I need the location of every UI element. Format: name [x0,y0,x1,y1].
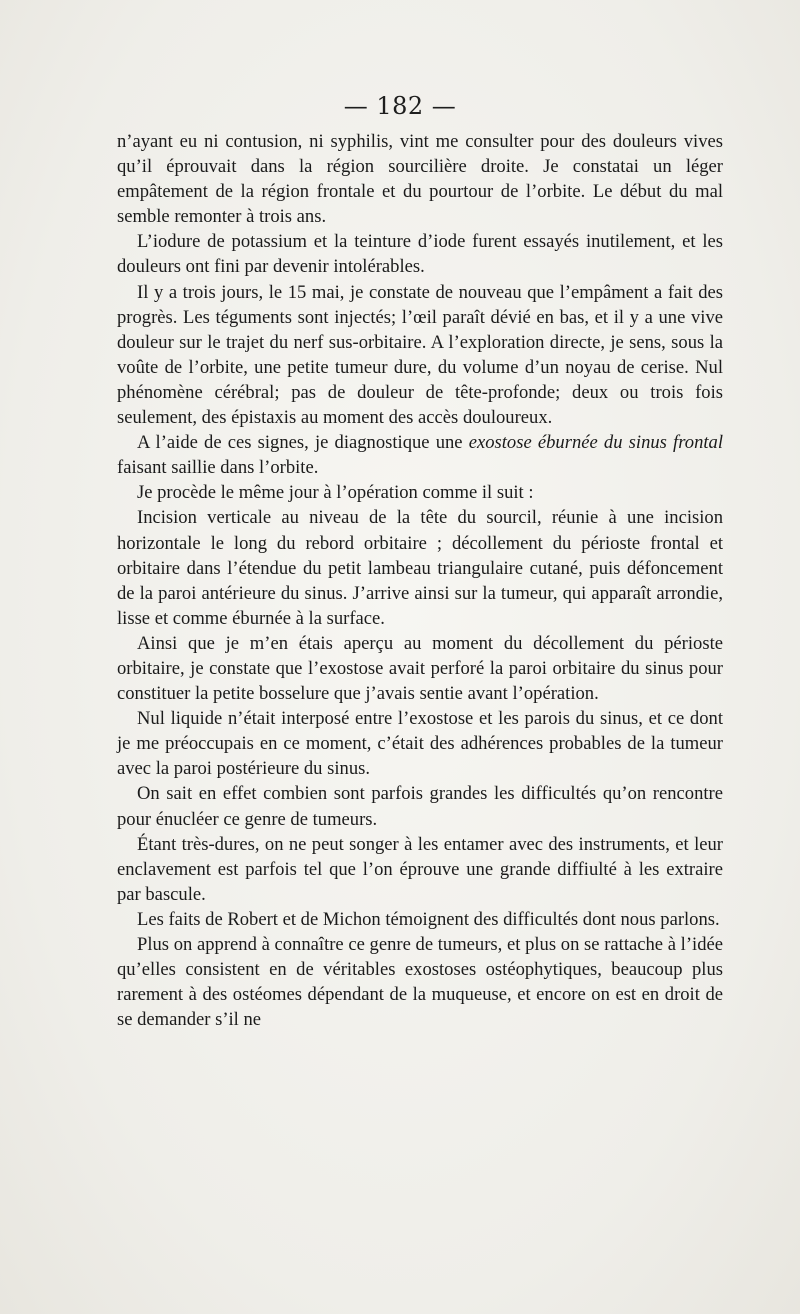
paragraph: Il y a trois jours, le 15 mai, je constate de nouveau que l’empâment a fait des progrès. Les téguments sont injectés; l’œil paraît dévié en bas, et il y a une vive douleur sur le trajet du nerf sus-orbitaire. A l’exploration directe, je sens, sous la voûte de l’orbite, une petite tumeur dure, du volume d’un noyau de cerise. Nul phénomène cérébral; pas de douleur de tête-profonde; deux ou trois fois seulement, des épistaxis au moment des accès douloureux. [117,281,723,429]
paragraph: L’iodure de potassium et la teinture d’iode furent essayés inutilement, et les douleurs ont fini par devenir intolérables. [117,231,723,278]
paragraph: n’ayant eu ni contusion, ni syphilis, vint me consulter pour des douleurs vives qu’il éprouvait dans la région sourcilière droite. Je constatai un léger empâtement de la région frontale et du pourtour de l’orbite. Le début du mal semble remonter à trois ans. [117,131,723,228]
page-number: — 182 — [343,92,457,120]
paragraph: Je procède le même jour à l’opération comme il suit : [137,482,534,504]
paragraph: Plus on apprend à connaître ce genre de tumeurs, et plus on se rattache à l’idée qu’elles consistent en de véritables exostoses ostéophytiques, beaucoup plus rarement à des ostéomes dépendant de la muqueuse, et encore on est en droit de se demander s’il ne [117,934,723,1031]
italic-term: exostose éburnée du sinus frontal [468,432,723,454]
paragraph: Les faits de Robert et de Michon témoignent des difficultés dont nous parlons. [137,908,720,930]
paragraph: Nul liquide n’était interposé entre l’exostose et les parois du sinus, et ce dont je me préoccupais en ce moment, c’était des adhérences probables de la tumeur avec la paroi postérieure du sinus. [117,708,723,780]
paragraph: On sait en effet combien sont parfois grandes les difficultés qu’on rencontre pour énucléer ce genre de tumeurs. [117,783,723,830]
paragraph-text: A l’aide de ces signes, je diagnostique une [137,432,469,454]
paragraph [117,430,723,480]
paragraph: Étant très-dures, on ne peut songer à les entamer avec des instruments, et leur enclavement est parfois tel que l’on éprouve une grande diffiulté à les extraire par bascule. [117,833,723,905]
paragraph: Ainsi que je m’en étais aperçu au moment du décollement du périoste orbitaire, je constate que l’exostose avait perforé la paroi orbitaire du sinus pour constituer la petite bosselure que j’avais sentie avant l’opération. [117,632,723,705]
paragraph-text: faisant saillie dans l’orbite. [117,457,319,479]
paragraph: Incision verticale au niveau de la tête du sourcil, réunie à une incision horizontale le long du rebord orbitaire ; décollement du périoste frontal et orbitaire dans l’étendue du petit lambeau triangulaire cutané, puis défoncement de la paroi antérieure du sinus. J’arrive ainsi sur la tumeur, qui apparaît arrondie, lisse et comme éburnée à la surface. [117,507,723,629]
body-text [117,129,723,1032]
